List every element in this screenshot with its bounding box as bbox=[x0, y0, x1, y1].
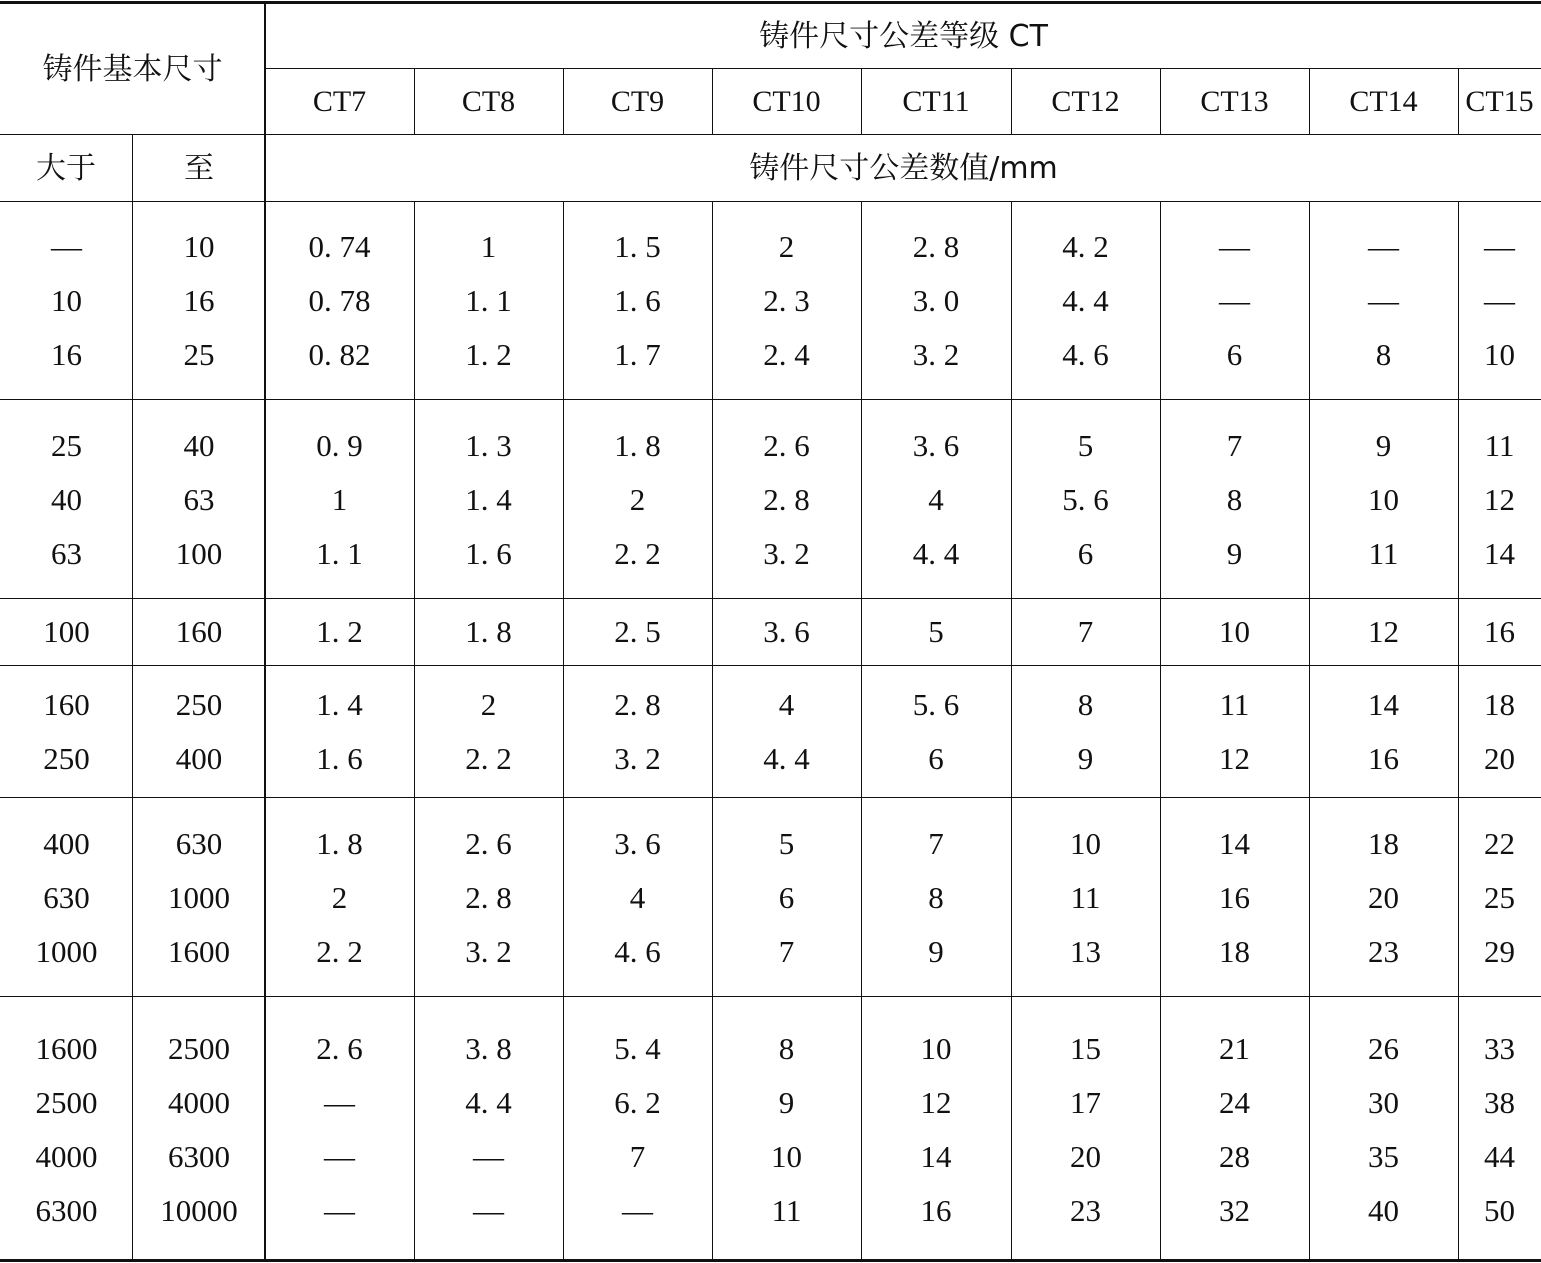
tolerance-value-cell: 1. 2 bbox=[465, 337, 512, 372]
tolerance-value-cell: 44 bbox=[1484, 1139, 1515, 1174]
tolerance-value-cell: 1. 8 bbox=[614, 428, 661, 463]
tolerance-value-cell: 2. 4 bbox=[763, 337, 810, 372]
size-to-cell: 1600 bbox=[168, 934, 230, 969]
tolerance-value-cell: 5 bbox=[1077, 428, 1094, 463]
tolerance-value-cell: 2. 6 bbox=[465, 826, 512, 861]
tolerance-value-cell: 5 bbox=[928, 614, 944, 649]
tolerance-value-cell: 3. 2 bbox=[614, 741, 661, 776]
tolerance-value-cell: 2. 2 bbox=[614, 536, 661, 571]
size-to-cell: 400 bbox=[175, 741, 223, 776]
tolerance-value-cell: 10 bbox=[1219, 614, 1250, 649]
tolerance-value-cell: — bbox=[1368, 283, 1399, 318]
tolerance-value-cell: 12 bbox=[1368, 614, 1399, 649]
tolerance-value-cell: 0. 9 bbox=[316, 428, 363, 463]
tolerance-value-cell: 4. 4 bbox=[1062, 283, 1109, 318]
tolerance-value-cell: 12 bbox=[1484, 482, 1515, 517]
tolerance-value-cell: 4. 6 bbox=[1062, 337, 1109, 372]
grade-title-header bbox=[266, 20, 1541, 54]
tolerance-value-cell: — bbox=[1368, 229, 1399, 264]
size-from-cell: 10 bbox=[51, 283, 82, 318]
size-to-cell: 1000 bbox=[168, 880, 230, 915]
tolerance-value-cell: — bbox=[473, 1193, 504, 1228]
tolerance-value-cell: 8 bbox=[928, 880, 944, 915]
tolerance-value-cell: 4 bbox=[928, 482, 944, 517]
tolerance-value-cell: 9 bbox=[1226, 536, 1243, 571]
tolerance-value-cell: 3. 8 bbox=[465, 1031, 512, 1066]
tolerance-value-cell: 10 bbox=[1070, 826, 1101, 861]
tolerance-value-cell: 7 bbox=[1226, 428, 1243, 463]
tolerance-value-cell: 1. 6 bbox=[614, 283, 661, 318]
size-from-cell: 1600 bbox=[35, 1031, 98, 1066]
tolerance-value-cell: 0. 78 bbox=[308, 283, 371, 318]
tolerance-value-cell: 1 bbox=[331, 482, 348, 517]
tolerance-value-cell: 5. 6 bbox=[1062, 482, 1109, 517]
tolerance-value-cell: 28 bbox=[1219, 1139, 1250, 1174]
tolerance-value-cell: 1. 8 bbox=[465, 614, 512, 649]
tolerance-value-cell: 23 bbox=[1070, 1193, 1101, 1228]
tolerance-value-cell: 2 bbox=[629, 482, 646, 517]
tolerance-value-cell: 2. 8 bbox=[465, 880, 512, 915]
tolerance-value-cell: 0. 82 bbox=[308, 337, 371, 372]
tolerance-value-cell: 1. 5 bbox=[614, 229, 661, 264]
tolerance-value-cell: 3. 2 bbox=[763, 536, 810, 571]
size-to-cell: 100 bbox=[175, 536, 223, 571]
size-to-cell: 63 bbox=[183, 482, 215, 517]
tolerance-value-cell: 2. 3 bbox=[763, 283, 810, 318]
tolerance-value-cell: 4 bbox=[778, 687, 795, 722]
size-from-cell: 25 bbox=[51, 428, 82, 463]
tolerance-value-cell: 21 bbox=[1219, 1031, 1250, 1066]
tolerance-value-cell: 9 bbox=[1375, 428, 1392, 463]
grade-header-ct12: CT12 bbox=[1051, 85, 1120, 118]
tolerance-value-cell: 6 bbox=[1077, 536, 1094, 571]
grade-header-ct10: CT10 bbox=[752, 85, 821, 118]
tolerance-value-cell: 6 bbox=[928, 741, 944, 776]
size-from-cell: 160 bbox=[43, 687, 90, 722]
tolerance-value-cell: 10 bbox=[1484, 337, 1515, 372]
size-from-cell: — bbox=[51, 229, 82, 264]
size-to-cell: 10 bbox=[183, 229, 215, 264]
tolerance-value-cell: 1. 4 bbox=[465, 482, 512, 517]
tolerance-value-cell: 3. 2 bbox=[465, 934, 512, 969]
size-from-cell: 630 bbox=[43, 880, 90, 915]
size-to-cell: 2500 bbox=[168, 1031, 230, 1066]
tolerance-value-cell: 4. 4 bbox=[912, 536, 960, 571]
tolerance-value-cell: 14 bbox=[1484, 536, 1515, 571]
tolerance-value-cell: 16 bbox=[1219, 880, 1250, 915]
size-from-cell: 40 bbox=[51, 482, 82, 517]
tolerance-value-cell: 18 bbox=[1219, 934, 1250, 969]
grade-divider-rule bbox=[265, 68, 1541, 69]
size-from-cell: 4000 bbox=[35, 1139, 98, 1174]
tolerance-value-cell: 4. 4 bbox=[465, 1085, 512, 1120]
tolerance-value-cell: 11 bbox=[1368, 536, 1399, 571]
tolerance-value-cell: 24 bbox=[1219, 1085, 1250, 1120]
size-to-cell: 16 bbox=[183, 283, 215, 318]
grade-header-ct13: CT13 bbox=[1200, 85, 1269, 118]
tolerance-value-cell: 2. 6 bbox=[316, 1031, 363, 1066]
tolerance-value-cell: 4. 2 bbox=[1062, 229, 1109, 264]
tolerance-value-cell: 3. 0 bbox=[912, 283, 960, 318]
tolerance-value-cell: 7 bbox=[629, 1139, 646, 1174]
tolerance-value-cell: 16 bbox=[920, 1193, 952, 1228]
tolerance-value-cell: 12 bbox=[920, 1085, 952, 1120]
tolerance-value-cell: 50 bbox=[1484, 1193, 1515, 1228]
tolerance-value-cell: 1. 6 bbox=[316, 741, 363, 776]
tolerance-value-cell: 2 bbox=[480, 687, 497, 722]
tolerance-value-cell: — bbox=[324, 1139, 355, 1174]
size-from-cell: 16 bbox=[51, 337, 82, 372]
tolerance-value-cell: 9 bbox=[1077, 741, 1094, 776]
tolerance-value-cell: 11 bbox=[771, 1193, 802, 1228]
grade-header-ct7: CT7 bbox=[312, 85, 367, 118]
tolerance-value-cell: 2. 8 bbox=[912, 229, 960, 264]
tolerance-value-cell: 6. 2 bbox=[614, 1085, 661, 1120]
tolerance-value-cell: 10 bbox=[1368, 482, 1399, 517]
tolerance-value-cell: 25 bbox=[1484, 880, 1515, 915]
tolerance-value-cell: 32 bbox=[1219, 1193, 1250, 1228]
tolerance-value-cell: 7 bbox=[778, 934, 795, 969]
tolerance-value-cell: 23 bbox=[1368, 934, 1399, 969]
tolerance-value-cell: 1. 4 bbox=[316, 687, 363, 722]
tolerance-value-cell: 6 bbox=[778, 880, 795, 915]
tolerance-value-cell: 4. 6 bbox=[614, 934, 661, 969]
tolerance-value-cell: 15 bbox=[1070, 1031, 1101, 1066]
tolerance-value-cell: — bbox=[324, 1085, 355, 1120]
tolerance-value-cell: 9 bbox=[778, 1085, 795, 1120]
tolerance-value-cell: 18 bbox=[1484, 687, 1515, 722]
tolerance-value-cell: 2. 8 bbox=[614, 687, 661, 722]
tolerance-value-cell: 16 bbox=[1368, 741, 1399, 776]
grade-title-text: 铸件尺寸公差等级 CT bbox=[759, 19, 1048, 54]
top-rule bbox=[0, 1, 1541, 4]
tolerance-value-cell: 2. 6 bbox=[763, 428, 810, 463]
tolerance-value-cell: 4 bbox=[629, 880, 646, 915]
basic-size-header: 铸件基本尺寸 bbox=[42, 52, 223, 87]
tolerance-value-cell: 30 bbox=[1368, 1085, 1399, 1120]
size-to-cell: 4000 bbox=[168, 1085, 230, 1120]
tolerance-value-cell: 8 bbox=[1226, 482, 1243, 517]
tolerance-value-cell: 22 bbox=[1484, 826, 1515, 861]
tolerance-value-cell: 26 bbox=[1368, 1031, 1399, 1066]
tolerance-value-cell: — bbox=[622, 1193, 653, 1228]
tolerance-value-cell: 12 bbox=[1219, 741, 1250, 776]
size-from-cell: 100 bbox=[43, 614, 90, 649]
tolerance-value-cell: 7 bbox=[1077, 614, 1094, 649]
tolerance-value-cell: 11 bbox=[1484, 428, 1515, 463]
tolerance-value-cell: — bbox=[324, 1193, 355, 1228]
tolerance-value-cell: 8 bbox=[1077, 687, 1094, 722]
tolerance-value-cell: 20 bbox=[1070, 1139, 1101, 1174]
tolerance-value-cell: 1. 2 bbox=[316, 614, 363, 649]
size-from-cell: 63 bbox=[51, 536, 82, 571]
tolerance-value-cell: 1. 1 bbox=[465, 283, 512, 318]
tolerance-value-cell: 13 bbox=[1070, 934, 1101, 969]
tolerance-value-cell: 20 bbox=[1484, 741, 1515, 776]
tolerance-value-cell: — bbox=[473, 1139, 504, 1174]
tolerance-value-cell: 20 bbox=[1368, 880, 1399, 915]
size-from-cell: 2500 bbox=[35, 1085, 98, 1120]
tolerance-value-cell: 2. 2 bbox=[465, 741, 512, 776]
to-header: 至 bbox=[184, 151, 214, 186]
tolerance-value-cell: 0. 74 bbox=[308, 229, 371, 264]
tolerance-value-cell: 33 bbox=[1484, 1031, 1515, 1066]
tolerance-value-cell: 10 bbox=[920, 1031, 952, 1066]
size-to-cell: 40 bbox=[183, 428, 215, 463]
size-from-cell: 6300 bbox=[35, 1193, 98, 1228]
tolerance-value-cell: 9 bbox=[928, 934, 944, 969]
size-to-cell: 630 bbox=[175, 826, 223, 861]
tolerance-value-cell: 3. 6 bbox=[614, 826, 661, 861]
grade-header-ct11: CT11 bbox=[902, 85, 970, 118]
tolerance-value-cell: — bbox=[1219, 229, 1250, 264]
grade-header-ct9: CT9 bbox=[610, 85, 665, 118]
tolerance-value-cell: 38 bbox=[1484, 1085, 1515, 1120]
size-to-cell: 250 bbox=[175, 687, 223, 722]
tolerance-value-cell: 8 bbox=[778, 1031, 795, 1066]
size-to-cell: 10000 bbox=[160, 1193, 238, 1228]
tolerance-value-cell: 1. 8 bbox=[316, 826, 363, 861]
tolerance-value-cell: 40 bbox=[1368, 1193, 1399, 1228]
tolerance-value-cell: 11 bbox=[1070, 880, 1101, 915]
tolerance-value-cell: 1. 7 bbox=[614, 337, 661, 372]
size-to-cell: 160 bbox=[175, 614, 223, 649]
tolerance-value-cell: 14 bbox=[1368, 687, 1399, 722]
tolerance-value-cell: 1. 6 bbox=[465, 536, 512, 571]
tolerance-value-cell: — bbox=[1484, 283, 1515, 318]
tolerance-value-cell: 4. 4 bbox=[763, 741, 810, 776]
tolerance-value-cell: 2 bbox=[331, 880, 348, 915]
tolerance-value-cell: 1. 1 bbox=[316, 536, 363, 571]
tolerance-value-cell: 2. 5 bbox=[614, 614, 661, 649]
size-to-cell: 25 bbox=[183, 337, 215, 372]
tolerance-value-cell: 14 bbox=[920, 1139, 952, 1174]
tolerance-value-cell: — bbox=[1219, 283, 1250, 318]
values-title-header: 铸件尺寸公差数值/mm bbox=[749, 151, 1058, 186]
tolerance-value-cell: 8 bbox=[1375, 337, 1392, 372]
tolerance-value-cell: 1. 3 bbox=[465, 428, 512, 463]
size-from-cell: 1000 bbox=[35, 934, 98, 969]
tolerance-value-cell: 3. 6 bbox=[912, 428, 960, 463]
tolerance-value-cell: 16 bbox=[1484, 614, 1515, 649]
tolerance-value-cell: 1 bbox=[480, 229, 497, 264]
tolerance-value-cell: 6 bbox=[1226, 337, 1243, 372]
tolerance-value-cell: 7 bbox=[928, 826, 944, 861]
tolerance-value-cell: 3. 6 bbox=[763, 614, 810, 649]
grade-header-ct8: CT8 bbox=[461, 85, 516, 118]
tolerance-value-cell: 2. 2 bbox=[316, 934, 363, 969]
tolerance-value-cell: 17 bbox=[1070, 1085, 1101, 1120]
size-from-cell: 250 bbox=[43, 741, 90, 776]
tolerance-value-cell: 2 bbox=[778, 229, 795, 264]
size-to-cell: 6300 bbox=[168, 1139, 230, 1174]
tolerance-value-cell: 3. 2 bbox=[912, 337, 960, 372]
tolerance-value-cell: 5. 6 bbox=[912, 687, 960, 722]
size-from-cell: 400 bbox=[43, 826, 90, 861]
grade-header-ct14: CT14 bbox=[1349, 85, 1418, 118]
tolerance-value-cell: 5. 4 bbox=[614, 1031, 661, 1066]
tolerance-value-cell: — bbox=[1484, 229, 1515, 264]
from-header: 大于 bbox=[36, 151, 96, 186]
tolerance-value-cell: 5 bbox=[778, 826, 795, 861]
tolerance-value-cell: 11 bbox=[1219, 687, 1250, 722]
tolerance-value-cell: 10 bbox=[771, 1139, 802, 1174]
tolerance-value-cell: 35 bbox=[1368, 1139, 1399, 1174]
tolerance-value-cell: 2. 8 bbox=[763, 482, 810, 517]
grade-header-ct15: CT15 bbox=[1465, 85, 1534, 118]
tolerance-value-cell: 18 bbox=[1368, 826, 1399, 861]
tolerance-value-cell: 14 bbox=[1219, 826, 1250, 861]
tolerance-value-cell: 29 bbox=[1484, 934, 1515, 969]
